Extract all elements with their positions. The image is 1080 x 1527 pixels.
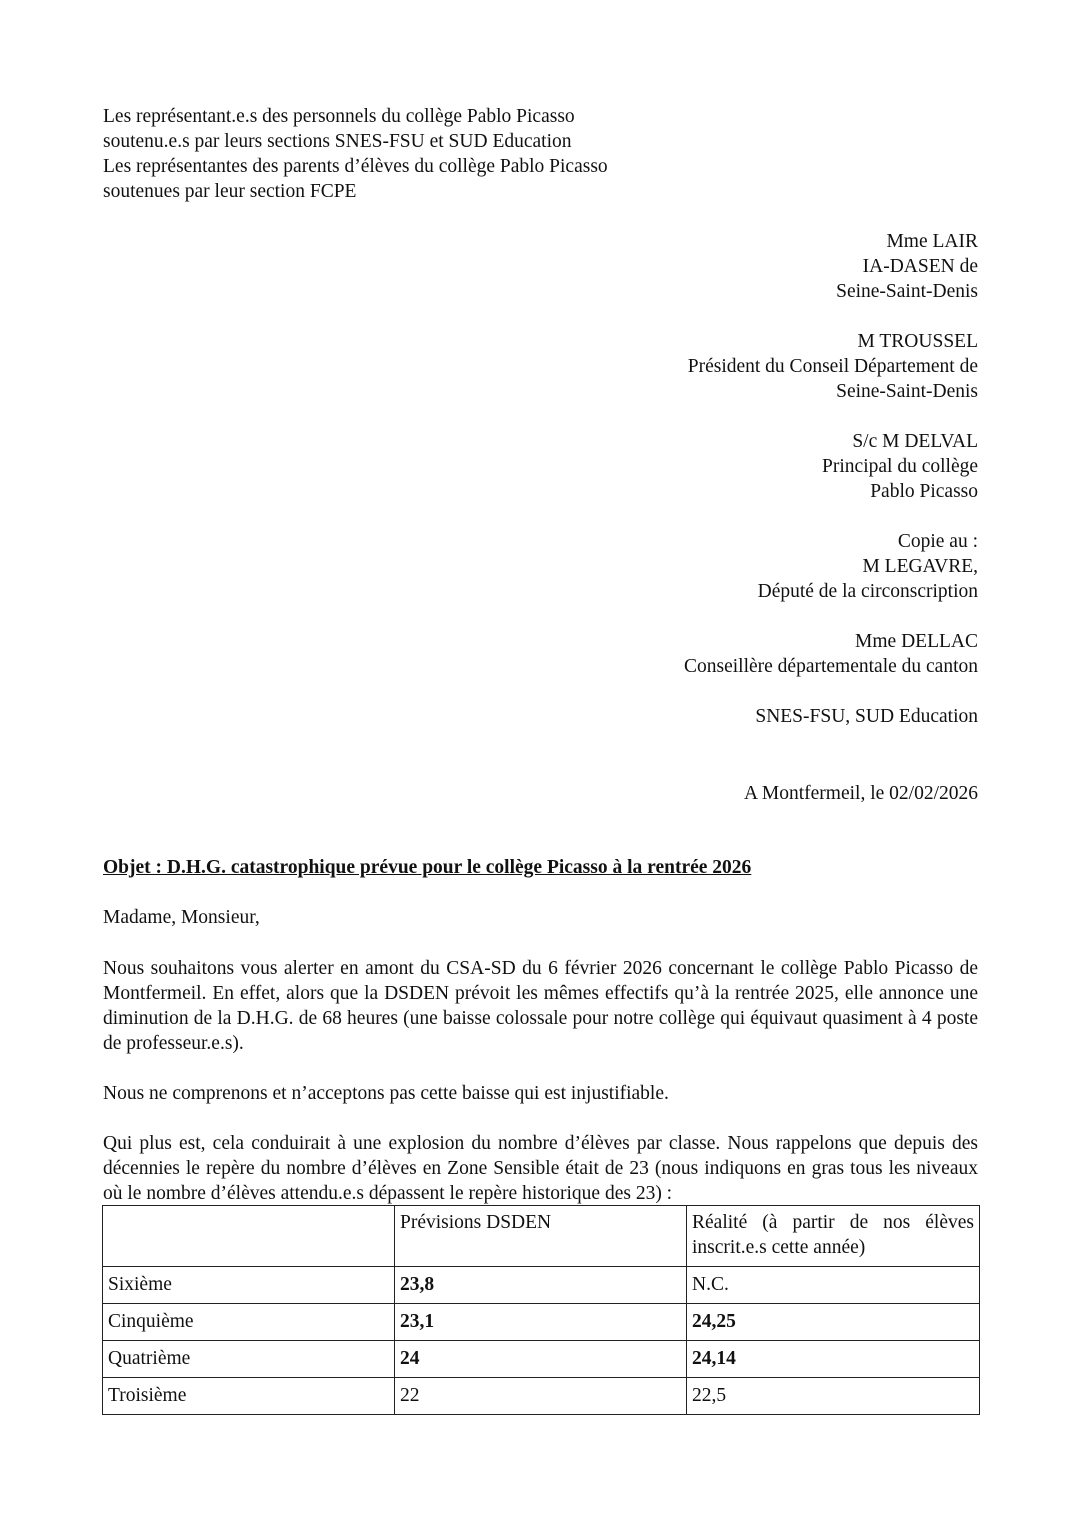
table-header-cell: Réalité (à partir de nos élèves inscrit.e.s cette année) (687, 1206, 980, 1267)
table-header-cell: Prévisions DSDEN (395, 1206, 687, 1267)
table-header-row (103, 1206, 980, 1267)
recipient-line: M TROUSSEL (857, 331, 978, 352)
table-row (103, 1341, 980, 1378)
reality-cell: N.C. (687, 1267, 980, 1304)
class-size-table (102, 1205, 980, 1415)
letter-subject: Objet : D.H.G. catastrophique prévue pour le collège Picasso à la rentrée 2026 (103, 857, 752, 878)
dsden-cell: 24 (395, 1341, 687, 1378)
body-paragraph: Qui plus est, cela conduirait à une explosion du nombre d’élèves par classe. Nous rappelons que depuis des décennies le repère du nombre d’élèves en Zone Sensible était de 23 (nous indiquons en gras tous les niveaux où le nombre d’élèves attendu.e.s dépassent le repère historique des 23) : (103, 1133, 978, 1204)
level-cell: Cinquième (103, 1304, 395, 1341)
recipient-line: Principal du collège (822, 456, 978, 477)
level-cell: Quatrième (103, 1341, 395, 1378)
recipient-line: S/c M DELVAL (852, 431, 978, 452)
sender-line: Les représentantes des parents d’élèves du collège Pablo Picasso (103, 156, 608, 177)
recipient-line: Mme DELLAC (855, 631, 978, 652)
table-row (103, 1267, 980, 1304)
recipient-line: M LEGAVRE, (862, 556, 978, 577)
body-paragraph: Nous ne comprenons et n’acceptons pas cette baisse qui est injustifiable. (103, 1083, 669, 1104)
recipient-line: SNES-FSU, SUD Education (755, 706, 978, 727)
recipient-line: Député de la circonscription (757, 581, 978, 602)
recipient-line: IA-DASEN de (862, 256, 978, 277)
recipient-line: Seine-Saint-Denis (836, 281, 978, 302)
recipient-line: Pablo Picasso (870, 481, 978, 502)
reality-cell: 24,14 (687, 1341, 980, 1378)
table-row (103, 1304, 980, 1341)
reality-cell: 24,25 (687, 1304, 980, 1341)
dsden-cell: 23,8 (395, 1267, 687, 1304)
sender-line: soutenu.e.s par leurs sections SNES-FSU et SUD Education (103, 131, 572, 152)
sender-line: soutenues par leur section FCPE (103, 181, 357, 202)
body-paragraph: Nous souhaitons vous alerter en amont du CSA-SD du 6 février 2026 concernant le collège Pablo Picasso de Montfermeil. En effet, alors que la DSDEN prévoit les mêmes effectifs qu’à la rentrée 2025, elle annonce une diminution de la D.H.G. de 68 heures (une baisse colossale pour notre collège qui équivaut quasiment à 4 poste de professeur.e.s). (103, 958, 978, 1054)
sender-line: Les représentant.e.s des personnels du collège Pablo Picasso (103, 106, 575, 127)
level-cell: Sixième (103, 1267, 395, 1304)
recipient-line: Seine-Saint-Denis (836, 381, 978, 402)
dsden-cell: 22 (395, 1378, 687, 1415)
place-date: A Montfermeil, le 02/02/2026 (744, 783, 978, 804)
table-row (103, 1378, 980, 1415)
table-header-cell (103, 1206, 395, 1267)
recipient-line: Conseillère départementale du canton (683, 656, 978, 677)
dsden-cell: 23,1 (395, 1304, 687, 1341)
level-cell: Troisième (103, 1378, 395, 1415)
reality-cell: 22,5 (687, 1378, 980, 1415)
recipient-line: Copie au : (897, 531, 978, 552)
recipient-line: Président du Conseil Département de (687, 356, 978, 377)
salutation: Madame, Monsieur, (103, 907, 260, 928)
recipient-line: Mme LAIR (886, 231, 978, 252)
